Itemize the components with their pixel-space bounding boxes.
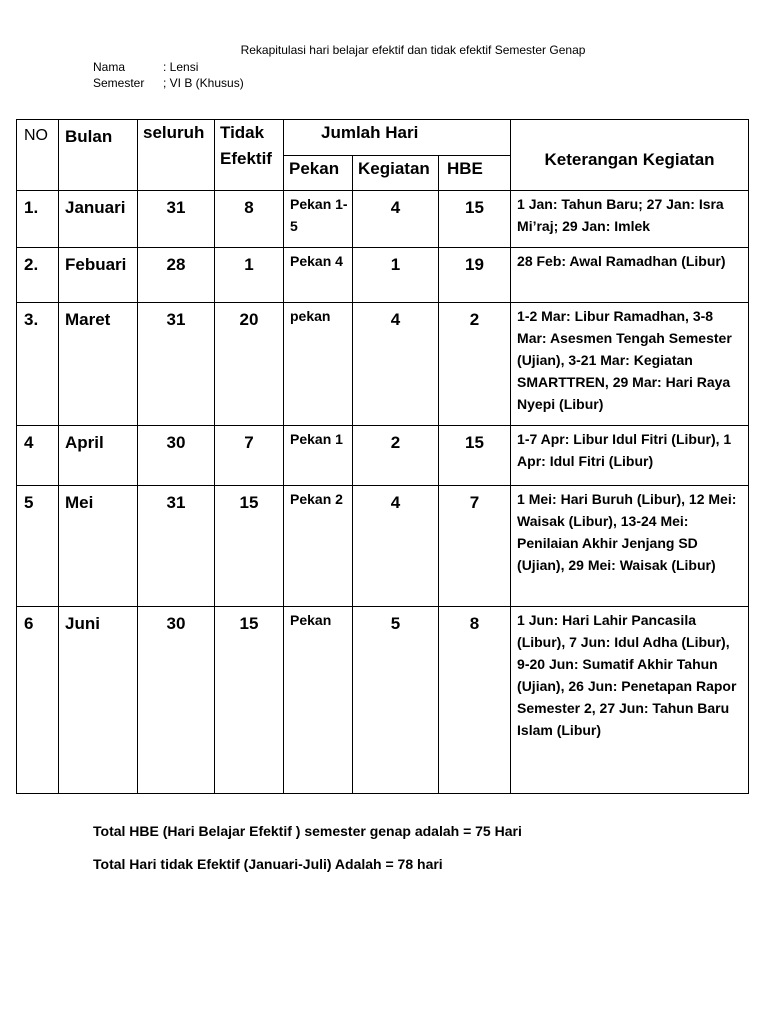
cell-hbe: 15 bbox=[439, 191, 511, 248]
cell-kegiatan: 4 bbox=[353, 191, 439, 248]
cell-pekan: Pekan bbox=[284, 607, 353, 794]
header-bulan: Bulan bbox=[59, 120, 138, 191]
cell-hbe: 7 bbox=[439, 486, 511, 607]
cell-keterangan: 1-7 Apr: Libur Idul Fitri (Libur), 1 Apr: Idul Fitri (Libur) bbox=[511, 426, 749, 486]
cell-no: 2. bbox=[17, 248, 59, 303]
cell-keterangan: 1 Jun: Hari Lahir Pancasila (Libur), 7 Jun: Idul Adha (Libur), 9-20 Jun: Sumatif Akhir Tahun (Ujian), 26 Jun: Penetapan Rapor Semester 2, 27 Jun: Tahun Baru Islam (Libur) bbox=[511, 607, 749, 794]
cell-seluruh: 31 bbox=[138, 303, 215, 426]
cell-no: 1. bbox=[17, 191, 59, 248]
cell-tidak-efektif: 1 bbox=[215, 248, 284, 303]
cell-tidak-efektif: 15 bbox=[215, 607, 284, 794]
table-row bbox=[17, 426, 749, 486]
cell-pekan: Pekan 4 bbox=[284, 248, 353, 303]
total-tidak-efektif: Total Hari tidak Efektif (Januari-Juli) Adalah = 78 hari bbox=[93, 856, 443, 872]
cell-pekan: Pekan 1-5 bbox=[284, 191, 353, 248]
meta-nama bbox=[93, 60, 198, 74]
cell-seluruh: 31 bbox=[138, 486, 215, 607]
cell-tidak-efektif: 20 bbox=[215, 303, 284, 426]
cell-keterangan: 1-2 Mar: Libur Ramadhan, 3-8 Mar: Asesmen Tengah Semester (Ujian), 3-21 Mar: Kegiatan SMARTTREN, 29 Mar: Hari Raya Nyepi (Libur) bbox=[511, 303, 749, 426]
cell-hbe: 15 bbox=[439, 426, 511, 486]
header-jumlah-hari: Jumlah Hari bbox=[284, 120, 511, 156]
cell-no: 3. bbox=[17, 303, 59, 426]
header-keterangan: Keterangan Kegiatan bbox=[511, 120, 749, 191]
cell-bulan: Maret bbox=[59, 303, 138, 426]
semester-label: Semester bbox=[93, 76, 145, 90]
document-title: Rekapitulasi hari belajar efektif dan tidak efektif Semester Genap bbox=[240, 43, 586, 57]
header-seluruh: seluruh bbox=[138, 120, 215, 191]
table-row bbox=[17, 607, 749, 794]
cell-no: 6 bbox=[17, 607, 59, 794]
header-tidak: Tidak bbox=[220, 123, 265, 142]
cell-keterangan: 1 Mei: Hari Buruh (Libur), 12 Mei: Waisak (Libur), 13-24 Mei: Penilaian Akhir Jenjang SD (Ujian), 29 Mei: Waisak (Libur) bbox=[511, 486, 749, 607]
cell-seluruh: 30 bbox=[138, 426, 215, 486]
header-tidak-efektif bbox=[215, 120, 284, 191]
header-pekan: Pekan bbox=[284, 156, 353, 191]
cell-keterangan: 28 Feb: Awal Ramadhan (Libur) bbox=[511, 248, 749, 303]
header-efektif: Efektif bbox=[220, 149, 272, 168]
cell-bulan: Januari bbox=[59, 191, 138, 248]
cell-tidak-efektif: 7 bbox=[215, 426, 284, 486]
table-row bbox=[17, 486, 749, 607]
cell-bulan: April bbox=[59, 426, 138, 486]
header-kegiatan: Kegiatan bbox=[353, 156, 439, 191]
nama-label: Nama bbox=[93, 60, 126, 74]
recap-table bbox=[16, 119, 749, 794]
cell-tidak-efektif: 15 bbox=[215, 486, 284, 607]
cell-kegiatan: 4 bbox=[353, 303, 439, 426]
cell-pekan: Pekan 2 bbox=[284, 486, 353, 607]
cell-bulan: Juni bbox=[59, 607, 138, 794]
meta-semester bbox=[93, 76, 244, 90]
header-no: NO bbox=[17, 120, 59, 191]
cell-no: 4 bbox=[17, 426, 59, 486]
cell-hbe: 8 bbox=[439, 607, 511, 794]
cell-kegiatan: 1 bbox=[353, 248, 439, 303]
cell-pekan: pekan bbox=[284, 303, 353, 426]
cell-tidak-efektif: 8 bbox=[215, 191, 284, 248]
cell-keterangan: 1 Jan: Tahun Baru; 27 Jan: Isra Mi’raj; 29 Jan: Imlek bbox=[511, 191, 749, 248]
table-row bbox=[17, 248, 749, 303]
table-row bbox=[17, 191, 749, 248]
semester-value: ; VI B (Khusus) bbox=[163, 76, 244, 90]
header-hbe: HBE bbox=[439, 156, 511, 191]
cell-seluruh: 30 bbox=[138, 607, 215, 794]
table-row bbox=[17, 303, 749, 426]
total-hbe: Total HBE (Hari Belajar Efektif ) semester genap adalah = 75 Hari bbox=[93, 823, 522, 839]
cell-kegiatan: 5 bbox=[353, 607, 439, 794]
cell-no: 5 bbox=[17, 486, 59, 607]
cell-bulan: Mei bbox=[59, 486, 138, 607]
cell-kegiatan: 4 bbox=[353, 486, 439, 607]
nama-value: : Lensi bbox=[163, 60, 199, 74]
cell-kegiatan: 2 bbox=[353, 426, 439, 486]
cell-seluruh: 31 bbox=[138, 191, 215, 248]
cell-hbe: 19 bbox=[439, 248, 511, 303]
cell-seluruh: 28 bbox=[138, 248, 215, 303]
cell-hbe: 2 bbox=[439, 303, 511, 426]
cell-pekan: Pekan 1 bbox=[284, 426, 353, 486]
cell-bulan: Febuari bbox=[59, 248, 138, 303]
